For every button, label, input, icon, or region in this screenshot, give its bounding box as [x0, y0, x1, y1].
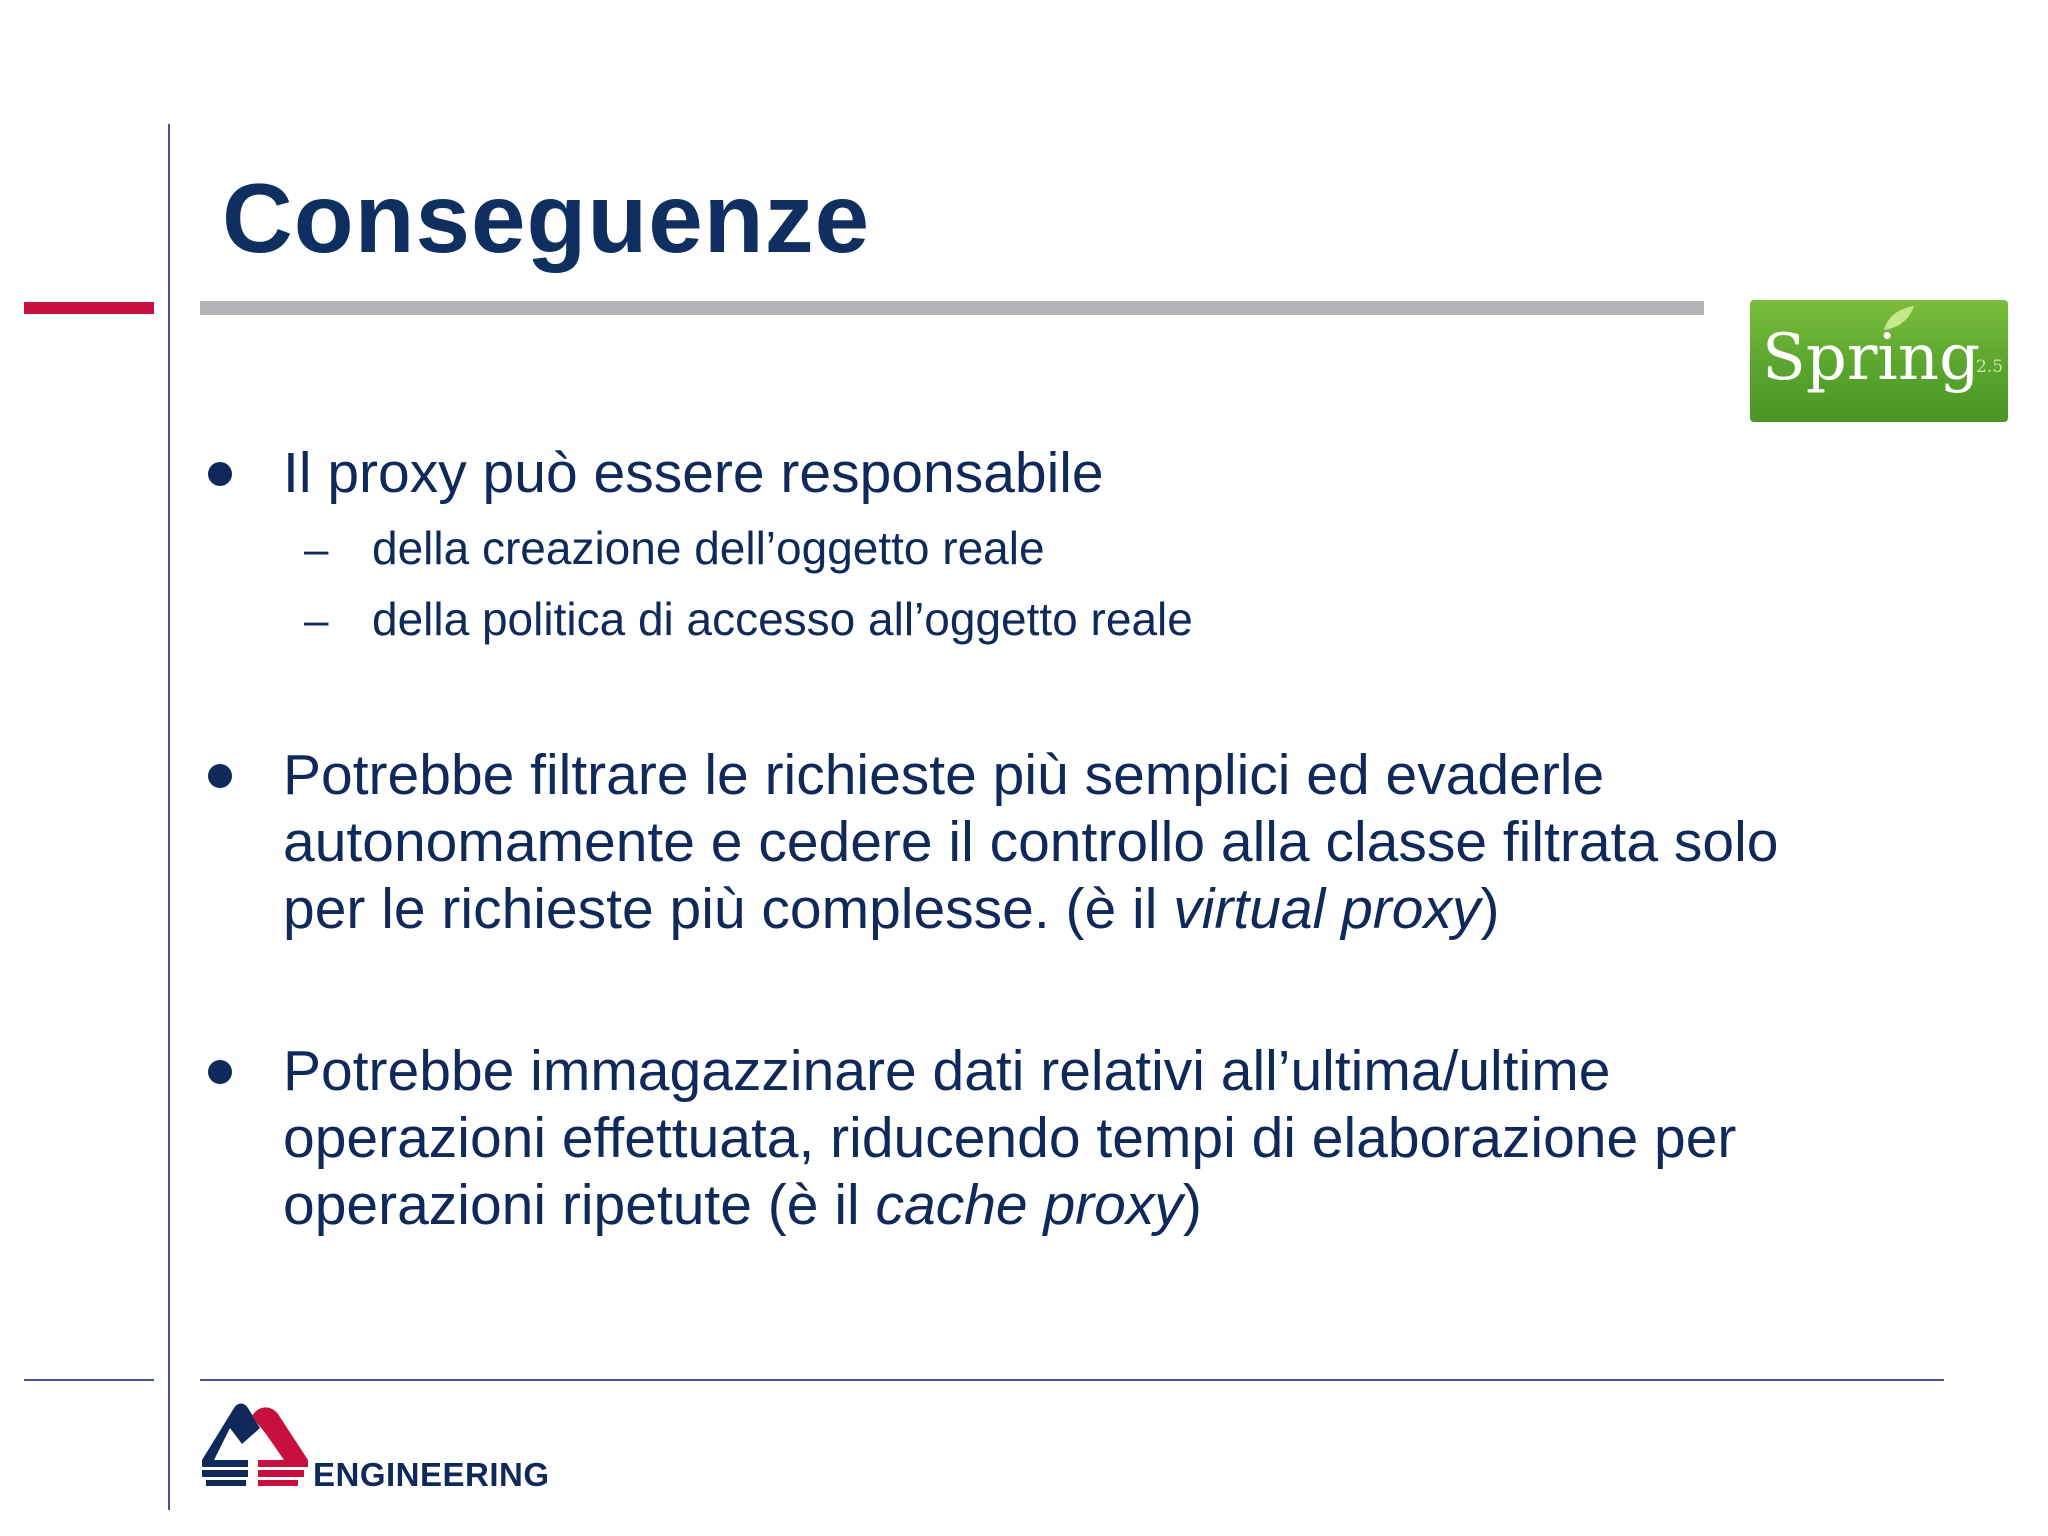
bullet-1-line-1: Il proxy può essere responsabile [283, 441, 1104, 505]
bullet-2-line-3 [283, 876, 1883, 943]
bullet-3-term: cache proxy [875, 1173, 1183, 1237]
bullet-dot [208, 462, 232, 486]
sub-bullet-dash: – [304, 596, 329, 645]
left-vertical-rule [168, 124, 170, 1510]
spring-logo [1750, 300, 2008, 422]
sub-bullet-dash: – [304, 525, 329, 574]
bullet-dot [208, 1060, 232, 1084]
engineering-logo-word: ENGINEERING [313, 1456, 550, 1493]
slide-title: Conseguenze [222, 163, 871, 273]
bullet-2-term: virtual proxy [1173, 877, 1481, 941]
bullet-2-line-3-prefix: per le richieste più complesse. (è il [283, 877, 1174, 941]
bullet-3-line-3-prefix: operazioni ripetute (è il [283, 1173, 876, 1237]
bullet-3-line-2: operazioni effettuata, riducendo tempi di elaborazione per [283, 1106, 1737, 1170]
bullet-2-line-1: Potrebbe filtrare le richieste più semplici ed evaderle [283, 743, 1605, 807]
bullet-1-sub-1: della creazione dell’oggetto reale [372, 522, 1045, 574]
footer-rule-right [200, 1379, 1944, 1381]
red-accent-bar [24, 302, 154, 314]
bullet-2-line-3-suffix: ) [1480, 877, 1500, 941]
footer-rule-left [24, 1379, 154, 1381]
title-underline [200, 301, 1704, 315]
bullet-dot [208, 764, 232, 788]
bullet-3-line-3 [283, 1172, 1883, 1239]
bullet-3-line-1: Potrebbe immagazzinare dati relativi all’ultima/ultime [283, 1039, 1611, 1103]
bullet-1-sub-2: della politica di accesso all’oggetto reale [372, 593, 1193, 645]
bullet-2-line-2: autonomamente e cedere il controllo alla classe filtrata solo [283, 810, 1779, 874]
spring-logo-version: 2.5 [1976, 357, 2004, 377]
spring-logo-word: Spring [1762, 321, 1981, 395]
bullet-3-line-3-suffix: ) [1182, 1173, 1202, 1237]
engineering-logo-icon [200, 1400, 320, 1490]
